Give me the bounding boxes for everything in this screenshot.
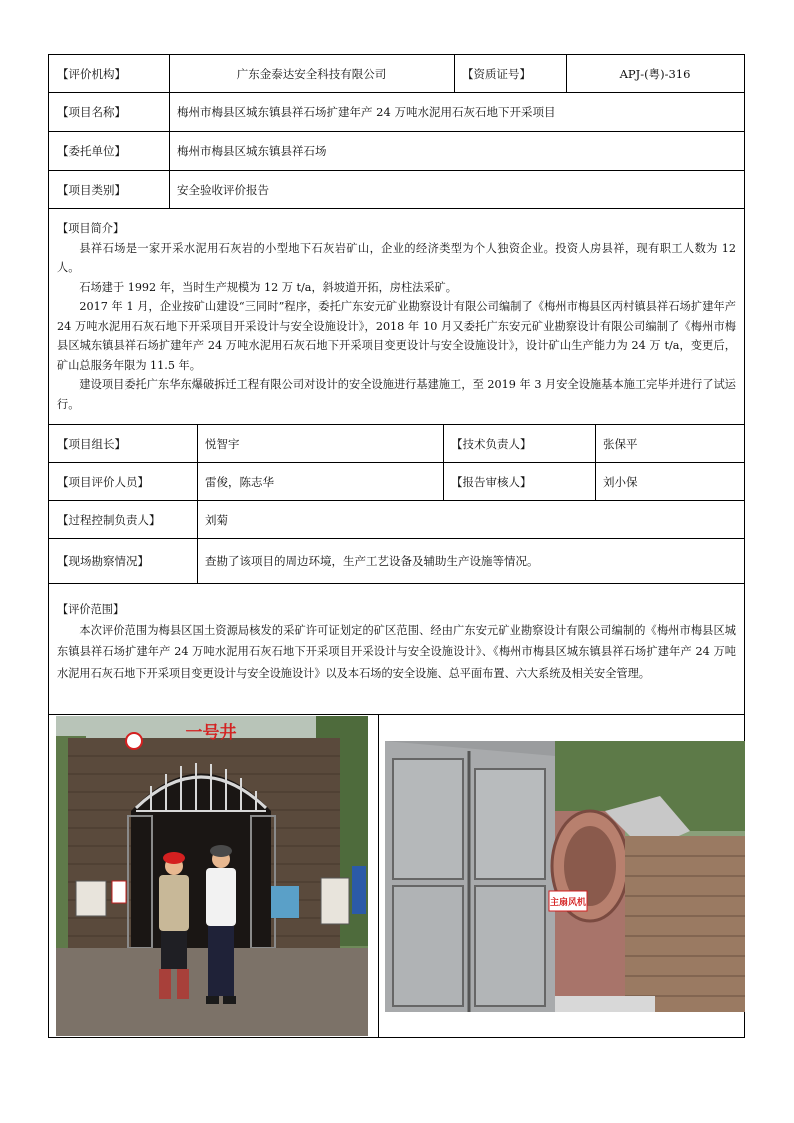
tech-label: 【技术负责人】 [451,436,532,451]
evaluators-label: 【项目评价人员】 [57,474,149,489]
site-value: 查勘了该项目的周边环境，生产工艺设备及辅助生产设施等情况。 [205,554,539,568]
row-evaluators [49,463,744,501]
site-label: 【现场勘察情况】 [57,554,149,568]
process-value: 刘菊 [205,512,228,527]
client-value: 梅州市梅县区城东镇县祥石场 [177,144,327,158]
section-intro [49,209,744,425]
row-organization [49,55,744,93]
client-label: 【委托单位】 [57,144,126,158]
main-fan-photo [385,741,745,1012]
scope-text: 本次评价范围为梅县区国土资源局核发的采矿许可证划定的矿区范围、经由广东安元矿业勘察设计有限公司编制的《梅州市梅县区城东镇县祥石场扩建年产 24 万吨水泥用石灰石地下开采项目开采设计与安全设施设计》、《梅州市梅县区城东镇县祥石场扩建年产 24 万吨水泥用石灰石地下开采项目变更设计与安全设施设计》以及本石场的安全设施、总平面布置、六大系统及相关安全管理。 [57,623,736,680]
row-leader [49,425,744,463]
reviewer-value: 刘小保 [603,474,638,489]
cert-value: APJ-(粤)-316 [619,66,691,81]
row-site-survey [49,539,744,584]
row-category [49,171,744,209]
org-value: 广东金泰达安全科技有限公司 [236,66,387,81]
scope-heading: 【评价范围】 [57,603,125,616]
row-process-control [49,501,744,539]
project-name-label: 【项目名称】 [57,105,126,119]
leader-value: 悦智宇 [205,436,240,451]
evaluators-value: 雷俊，陈志华 [205,474,274,489]
intro-paragraph: 石场建于 1992 年，当时生产规模为 12 万 t/a，斜坡道开拓，房柱法采矿。 [79,280,457,294]
tech-value: 张保平 [603,436,638,451]
mine-entrance-photo [56,716,368,1036]
intro-paragraph: 建设项目委托广东华东爆破拆迁工程有限公司对设计的安全设施进行基建施工，至 2019 年 3 月安全设施基本施工完毕并进行了试运行。 [57,378,736,411]
main-fan-sign: 主扇风机 [549,898,587,908]
org-label: 【评价机构】 [57,66,126,81]
project-name-value: 梅州市梅县区城东镇县祥石场扩建年产 24 万吨水泥用石灰石地下开采项目 [177,105,556,119]
intro-heading: 【项目简介】 [57,222,125,235]
photo-row [49,715,744,1037]
intro-paragraph: 县祥石场是一家开采水泥用石灰岩的小型地下石灰岩矿山，企业的经济类型为个人独资企业。投资人房县祥，现有职工人数为 12 人。 [57,241,736,274]
cert-label: 【资质证号】 [462,66,531,81]
row-project-name [49,93,744,132]
row-client [49,132,744,171]
mine-entrance-sign: 一号井 [185,723,237,743]
leader-label: 【项目组长】 [57,436,126,451]
reviewer-label: 【报告审核人】 [451,474,532,489]
section-scope [49,584,744,715]
category-value: 安全验收评价报告 [177,182,269,197]
evaluation-info-table [48,54,745,1038]
process-label: 【过程控制负责人】 [57,512,161,527]
category-label: 【项目类别】 [57,182,126,197]
intro-paragraph: 2017 年 1 月，企业按矿山建设“三同时”程序，委托广东安元矿业勘察设计有限公司编制了《梅州市梅县区丙村镇县祥石场扩建年产 24 万吨水泥用石灰石地下开采项目开采设计与安全设施设计》，2018 年 10 月又委托广东安元矿业勘察设计有限公司编制了《梅州市梅县区城东镇县祥石场扩建年产 24 万吨水泥用石灰石地下开采项目变更设计与安全设施设计》，设计矿山生产能力为 24 万 t/a，变更后，矿山总服务年限为 11.5 年。 [57,300,736,372]
